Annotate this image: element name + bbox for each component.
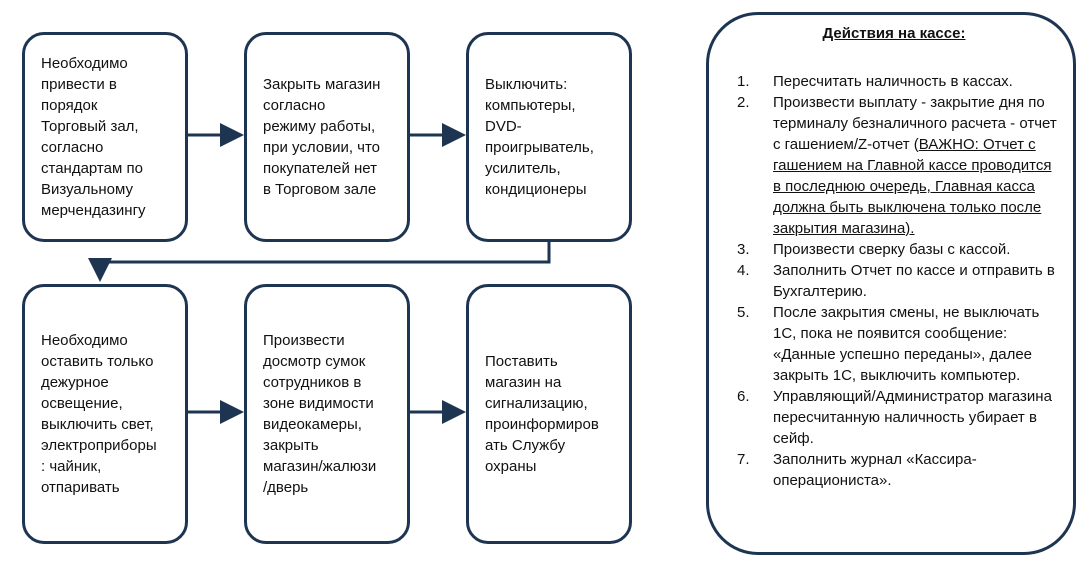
flow-step-bag-inspection: [244, 284, 410, 544]
important-note: ВАЖНО: Отчет с гашением на Главной кассе проводится в последнюю очередь, Главная касса должна быть выключена только после закрытия магазина).: [773, 136, 1052, 237]
flow-step-text: Необходимо привести в порядок Торговый зал, согласно стандартам по Визуальному мерчендазингу: [41, 55, 146, 219]
list-item-number: 3.: [737, 241, 750, 258]
list-item-text: Управляющий/Администратор магазина пересчитанную наличность убирает в сейф.: [773, 388, 1052, 447]
list-item: [729, 302, 1059, 386]
list-item: [729, 449, 1059, 491]
flow-step-text: Выключить: компьютеры, DVD- проигрыватель, усилитель, кондиционеры: [485, 76, 594, 198]
list-item-number: 6.: [737, 388, 750, 405]
flow-step-close-store: [244, 32, 410, 242]
arrow-step3-to-step4: [100, 242, 549, 276]
list-item-text: Заполнить журнал «Кассира-операциониста».: [773, 451, 977, 489]
flow-step-text: Поставить магазин на сигнализацию, проинформиров ать Службу охраны: [485, 353, 599, 475]
list-item-text: Произвести сверку базы с кассой.: [773, 241, 1011, 258]
list-item-number: 1.: [737, 73, 750, 90]
list-item-number: 7.: [737, 451, 750, 468]
list-item-number: 5.: [737, 304, 750, 321]
list-item-number: 4.: [737, 262, 750, 279]
list-item-text: После закрытия смены, не выключать 1С, пока не появится сообщение: «Данные успешно переданы», далее закрыть 1С, выключить компьютер.: [773, 304, 1040, 384]
list-item: [729, 260, 1059, 302]
list-item-text: Произвести выплату - закрытие дня по терминалу безналичного расчета - отчет с гашением/Z-отчет (: [773, 94, 1057, 153]
cash-actions-panel: [706, 12, 1076, 555]
list-item-text: Заполнить Отчет по кассе и отправить в Бухгалтерию.: [773, 262, 1055, 300]
list-item: [729, 71, 1059, 92]
flow-step-arrange-sales-floor: [22, 32, 188, 242]
cash-actions-title: Действия на кассе:: [822, 25, 966, 42]
flow-step-turn-off-equipment: [466, 32, 632, 242]
list-item-number: 2.: [737, 94, 750, 111]
list-item-text: Пересчитать наличность в кассах.: [773, 73, 1013, 90]
flow-step-set-alarm: [466, 284, 632, 544]
flow-step-text: Необходимо оставить только дежурное освещение, выключить свет, электроприборы : чайник, отпаривать: [41, 332, 157, 496]
list-item: [729, 92, 1059, 239]
list-item-body: [773, 92, 1059, 239]
list-item: [729, 386, 1059, 449]
flow-step-emergency-lighting: [22, 284, 188, 544]
cash-actions-list: [729, 71, 1059, 491]
flow-step-text: Произвести досмотр сумок сотрудников в зоне видимости видеокамеры, закрыть магазин/жалюзи /дверь: [263, 332, 377, 496]
list-item: [729, 239, 1059, 260]
flow-step-text: Закрыть магазин согласно режиму работы, при условии, что покупателей нет в Торговом зале: [263, 76, 381, 198]
